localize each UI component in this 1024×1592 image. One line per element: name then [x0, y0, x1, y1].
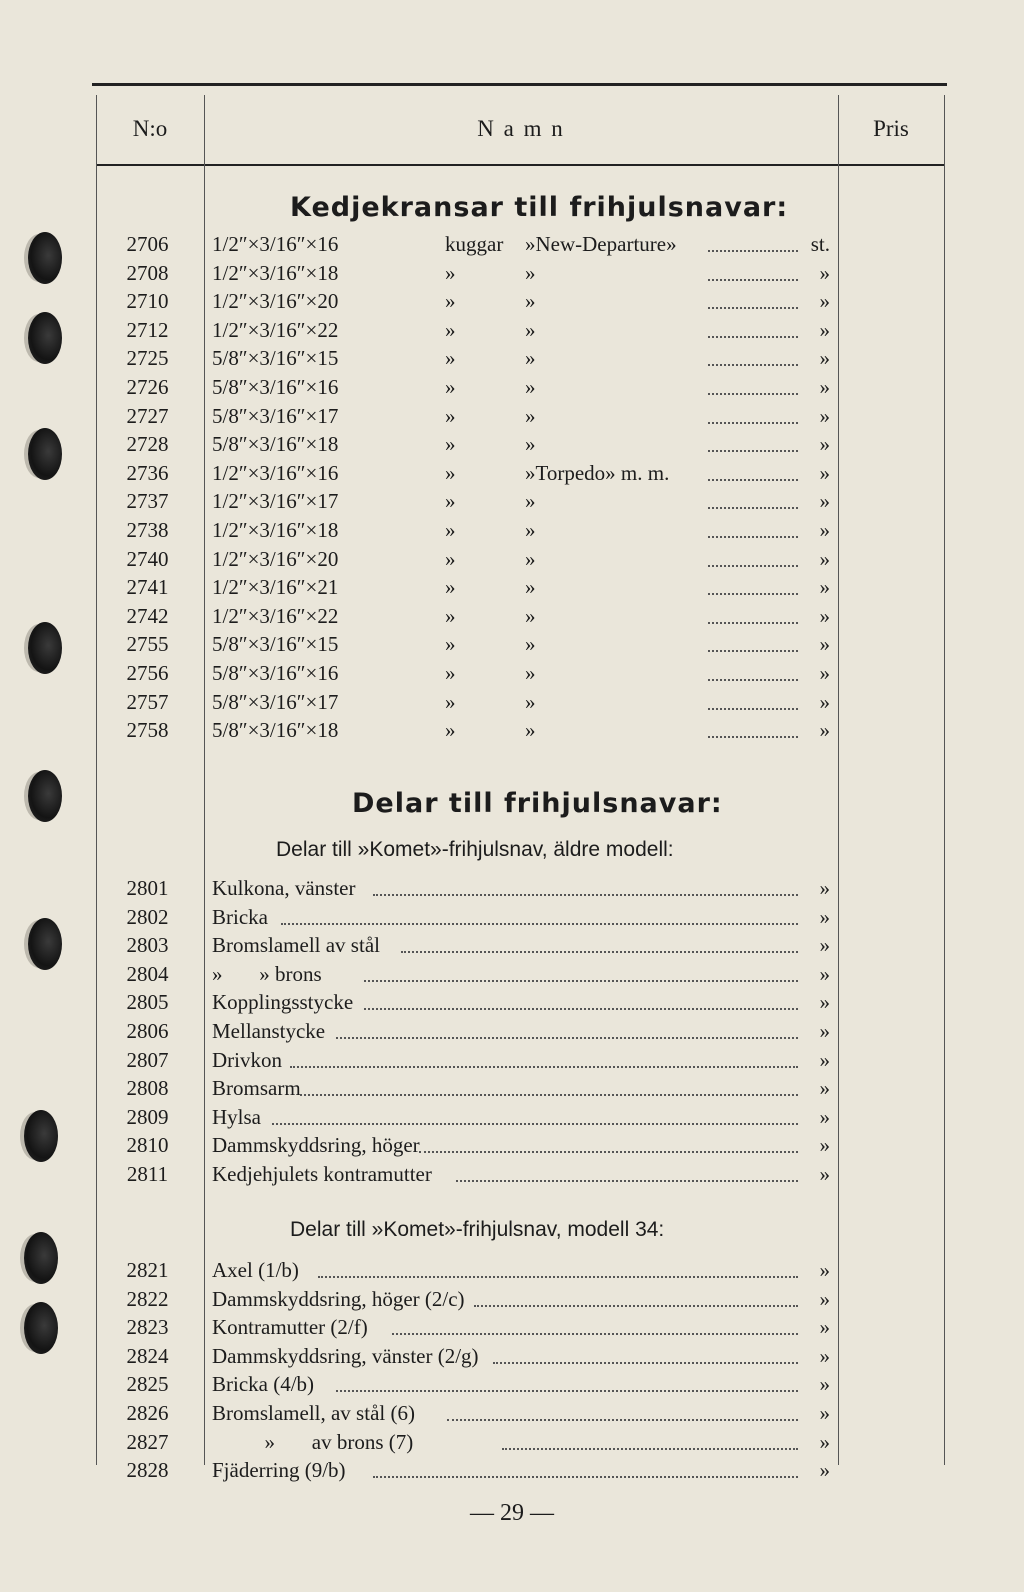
dot-leader [336, 1037, 798, 1039]
table-row [100, 1344, 840, 1372]
dot-leader [300, 1094, 798, 1096]
item-detail: » [445, 375, 456, 399]
header-rule [97, 164, 944, 166]
item-brand: » [525, 546, 536, 571]
item-brand: » [525, 689, 536, 714]
item-name: Kulkona, vänster [212, 876, 356, 900]
item-number: 2755 [126, 632, 169, 657]
item-brand: » [525, 317, 536, 342]
table-row [100, 432, 840, 460]
item-number: 2824 [126, 1343, 169, 1368]
item-spec: 5/8″×3/16″×16 [212, 661, 339, 685]
item-name: Kedjehjulets kontramutter [212, 1162, 432, 1186]
subtitle-komet-old: Delar till »Komet»-frihjulsnav, äldre modell: [276, 838, 674, 861]
table-row [100, 990, 840, 1018]
item-brand: » [525, 375, 536, 399]
dot-leader [708, 622, 798, 624]
item-spec: 1/2″×3/16″×20 [212, 546, 339, 571]
item-number: 2810 [126, 1133, 169, 1158]
item-unit: » [819, 904, 830, 929]
item-brand: » [525, 489, 536, 514]
item-unit: » [819, 933, 830, 958]
item-name: Dammskyddsring, vänster (2/g) [212, 1343, 479, 1368]
item-brand: » [525, 632, 536, 657]
item-spec: 5/8″×3/16″×15 [212, 346, 339, 371]
item-spec: 1/2″×3/16″×22 [212, 603, 339, 628]
item-number: 2728 [126, 432, 169, 457]
item-number: 2736 [126, 460, 169, 485]
page-number: — 29 — [470, 1500, 554, 1526]
item-name: Fjäderring (9/b) [212, 1458, 346, 1483]
table-row [100, 1315, 840, 1343]
item-unit: » [819, 1343, 830, 1368]
dot-leader [708, 650, 798, 652]
item-number: 2827 [126, 1429, 169, 1454]
table-row [100, 1019, 840, 1047]
dot-leader [493, 1362, 798, 1364]
table-row [100, 232, 840, 260]
item-number: 2803 [126, 933, 169, 958]
table-row [100, 905, 840, 933]
item-name: Mellanstycke [212, 1019, 326, 1043]
binder-hole [24, 1110, 58, 1162]
binder-hole [28, 232, 62, 284]
dot-leader [708, 393, 798, 395]
dot-leader [373, 1476, 798, 1478]
item-spec: 5/8″×3/16″×18 [212, 718, 339, 743]
section-title-chainrings: Kedjekransar till frihjulsnavar: [290, 192, 789, 223]
item-unit: » [819, 1104, 830, 1129]
item-detail: » [445, 403, 456, 428]
item-unit: » [819, 632, 830, 657]
table-row [100, 318, 840, 346]
subtitle-komet-34: Delar till »Komet»-frihjulsnav, modell 34: [290, 1218, 665, 1241]
item-name: Bromslamell av stål [212, 933, 380, 958]
item-unit: » [819, 603, 830, 628]
dot-leader [708, 307, 798, 309]
item-unit: » [819, 1286, 830, 1311]
item-unit: » [819, 375, 830, 399]
dot-leader [456, 1180, 798, 1182]
dot-leader [708, 507, 798, 509]
item-unit: » [819, 876, 830, 900]
dot-leader [364, 980, 798, 982]
dot-leader [336, 1390, 798, 1392]
table-row [100, 1133, 840, 1161]
binder-hole [28, 918, 62, 970]
item-number: 2758 [126, 718, 169, 743]
item-unit: » [819, 432, 830, 457]
item-brand: » [525, 718, 536, 743]
item-unit: » [819, 1458, 830, 1483]
table-row [100, 261, 840, 289]
item-spec: 1/2″×3/16″×17 [212, 489, 339, 514]
item-number: 2706 [126, 232, 169, 256]
item-unit: » [819, 990, 830, 1015]
table-row [100, 289, 840, 317]
item-number: 2802 [126, 904, 169, 929]
table-row [100, 404, 840, 432]
item-number: 2806 [126, 1019, 169, 1043]
item-number: 2738 [126, 518, 169, 542]
item-detail: » [445, 346, 456, 371]
column-header-no: N:o [132, 116, 168, 141]
item-number: 2757 [126, 689, 169, 714]
item-unit: » [819, 1372, 830, 1397]
item-number: 2821 [126, 1258, 169, 1282]
table-row [100, 518, 840, 546]
item-spec: 5/8″×3/16″×17 [212, 403, 339, 428]
item-unit: » [819, 689, 830, 714]
item-detail: » [445, 489, 456, 514]
dot-leader [281, 923, 798, 925]
item-unit: » [819, 1076, 830, 1101]
dot-leader [373, 894, 798, 896]
item-name: » » brons [212, 961, 322, 986]
table-row [100, 1048, 840, 1076]
item-number: 2801 [126, 876, 169, 900]
item-number: 2712 [126, 317, 169, 342]
item-unit: » [819, 518, 830, 542]
table-row [100, 962, 840, 990]
column-divider [96, 95, 97, 1465]
item-spec: 1/2″×3/16″×16 [212, 232, 339, 256]
item-unit: » [819, 460, 830, 485]
item-name: Bricka (4/b) [212, 1372, 315, 1397]
item-number: 2811 [126, 1162, 169, 1186]
section-title-parts: Delar till frihjulsnavar: [352, 788, 723, 819]
dot-leader [290, 1066, 798, 1068]
item-unit: » [819, 1258, 830, 1282]
dot-leader [708, 708, 798, 710]
item-detail: » [445, 689, 456, 714]
table-row [100, 604, 840, 632]
item-name: Bricka [212, 904, 268, 929]
dot-leader [364, 1008, 798, 1010]
item-brand: » [525, 575, 536, 600]
dot-leader [401, 951, 798, 953]
item-spec: 1/2″×3/16″×18 [212, 518, 339, 542]
item-detail: » [445, 518, 456, 542]
item-number: 2727 [126, 403, 169, 428]
table-row [100, 1401, 840, 1429]
item-number: 2804 [126, 961, 169, 986]
item-spec: 1/2″×3/16″×16 [212, 460, 339, 485]
item-spec: 5/8″×3/16″×16 [212, 375, 339, 399]
item-unit: » [819, 403, 830, 428]
item-detail: » [445, 603, 456, 628]
item-number: 2822 [126, 1286, 169, 1311]
item-name: Drivkon [212, 1047, 282, 1072]
dot-leader [392, 1333, 798, 1335]
dot-leader [708, 736, 798, 738]
item-detail: » [445, 546, 456, 571]
item-brand: » [525, 346, 536, 371]
item-brand: » [525, 260, 536, 285]
table-row [100, 1258, 840, 1286]
dot-leader [708, 422, 798, 424]
item-brand: » [525, 518, 536, 542]
item-number: 2807 [126, 1047, 169, 1072]
item-unit: » [819, 546, 830, 571]
table-row [100, 547, 840, 575]
item-unit: » [819, 961, 830, 986]
dot-leader [708, 364, 798, 366]
item-number: 2809 [126, 1104, 169, 1129]
item-spec: 5/8″×3/16″×17 [212, 689, 339, 714]
table-row [100, 346, 840, 374]
item-brand: » [525, 289, 536, 314]
item-number: 2741 [126, 575, 169, 600]
binder-hole [24, 1302, 58, 1354]
item-spec: 1/2″×3/16″×18 [212, 260, 339, 285]
item-unit: » [819, 346, 830, 371]
item-number: 2756 [126, 661, 169, 685]
item-unit: » [819, 1401, 830, 1425]
item-unit: » [819, 289, 830, 314]
dot-leader [708, 536, 798, 538]
table-row [100, 375, 840, 403]
table-row [100, 1458, 840, 1486]
item-number: 2740 [126, 546, 169, 571]
item-spec: 5/8″×3/16″×18 [212, 432, 339, 457]
dot-leader [708, 450, 798, 452]
item-unit: » [819, 489, 830, 514]
dot-leader [708, 565, 798, 567]
item-detail: » [445, 432, 456, 457]
table-row [100, 876, 840, 904]
item-detail: » [445, 632, 456, 657]
item-spec: 5/8″×3/16″×15 [212, 632, 339, 657]
table-row [100, 661, 840, 689]
item-brand: » [525, 661, 536, 685]
item-name: Bromslamell, av stål (6) [212, 1401, 415, 1425]
dot-leader [708, 479, 798, 481]
item-name: Dammskyddsring, höger (2/c) [212, 1286, 465, 1311]
table-row [100, 1076, 840, 1104]
item-number: 2825 [126, 1372, 169, 1397]
table-row [100, 718, 840, 746]
item-number: 2742 [126, 603, 169, 628]
item-detail: » [445, 575, 456, 600]
item-name: Kontramutter (2/f) [212, 1315, 368, 1340]
item-name: Hylsa [212, 1104, 261, 1129]
item-number: 2737 [126, 489, 169, 514]
item-unit: » [819, 1047, 830, 1072]
item-spec: 1/2″×3/16″×21 [212, 575, 339, 600]
item-brand: » [525, 403, 536, 428]
item-number: 2726 [126, 375, 169, 399]
item-name: Bromsarm [212, 1076, 301, 1101]
item-unit: » [819, 1133, 830, 1158]
item-name: Axel (1/b) [212, 1258, 299, 1282]
table-row [100, 489, 840, 517]
dot-leader [502, 1448, 798, 1450]
item-unit: » [819, 718, 830, 743]
item-spec: 1/2″×3/16″×22 [212, 317, 339, 342]
dot-leader [447, 1419, 798, 1421]
table-row [100, 1430, 840, 1458]
table-row [100, 690, 840, 718]
item-detail: kuggar [445, 232, 504, 256]
item-number: 2708 [126, 260, 169, 285]
item-name: Kopplingsstycke [212, 990, 354, 1015]
binder-hole [28, 428, 62, 480]
dot-leader [318, 1276, 798, 1278]
item-number: 2828 [126, 1458, 169, 1483]
dot-leader [708, 250, 798, 252]
dot-leader [708, 336, 798, 338]
item-brand: » [525, 603, 536, 628]
item-unit: » [819, 1315, 830, 1340]
dot-leader [708, 279, 798, 281]
table-row [100, 1372, 840, 1400]
item-unit: » [819, 1019, 830, 1043]
dot-leader [419, 1151, 798, 1153]
item-name: » av brons (7) [212, 1429, 414, 1454]
item-number: 2805 [126, 990, 169, 1015]
table-row [100, 575, 840, 603]
item-unit: » [819, 1429, 830, 1454]
binder-hole [28, 622, 62, 674]
item-detail: » [445, 289, 456, 314]
item-detail: » [445, 317, 456, 342]
item-unit: st. [810, 232, 830, 256]
item-unit: » [819, 1162, 830, 1186]
table-row [100, 632, 840, 660]
dot-leader [272, 1123, 798, 1125]
item-number: 2725 [126, 346, 169, 371]
binder-hole [28, 770, 62, 822]
item-brand: »New-Departure» [525, 232, 677, 256]
column-header-price: Pris [873, 116, 909, 141]
item-detail: » [445, 661, 456, 685]
item-number: 2710 [126, 289, 169, 314]
table-row [100, 1105, 840, 1133]
item-number: 2808 [126, 1076, 169, 1101]
dot-leader [708, 593, 798, 595]
table-row [100, 933, 840, 961]
item-unit: » [819, 661, 830, 685]
item-unit: » [819, 575, 830, 600]
binder-hole [24, 1232, 58, 1284]
column-divider [944, 95, 945, 1465]
item-detail: » [445, 260, 456, 285]
item-detail: » [445, 460, 456, 485]
item-unit: » [819, 260, 830, 285]
binder-hole [28, 312, 62, 364]
item-unit: » [819, 317, 830, 342]
item-spec: 1/2″×3/16″×20 [212, 289, 339, 314]
item-number: 2823 [126, 1315, 169, 1340]
dot-leader [708, 679, 798, 681]
item-brand: » [525, 432, 536, 457]
table-row [100, 461, 840, 489]
item-name: Dammskyddsring, höger [212, 1133, 420, 1158]
dot-leader [474, 1305, 798, 1307]
table-row [100, 1287, 840, 1315]
table-row [100, 1162, 840, 1190]
column-header-name: N a m n [477, 116, 565, 141]
item-detail: » [445, 718, 456, 743]
item-number: 2826 [126, 1401, 169, 1425]
table-top-rule [92, 83, 947, 86]
item-brand: »Torpedo» m. m. [525, 460, 670, 485]
